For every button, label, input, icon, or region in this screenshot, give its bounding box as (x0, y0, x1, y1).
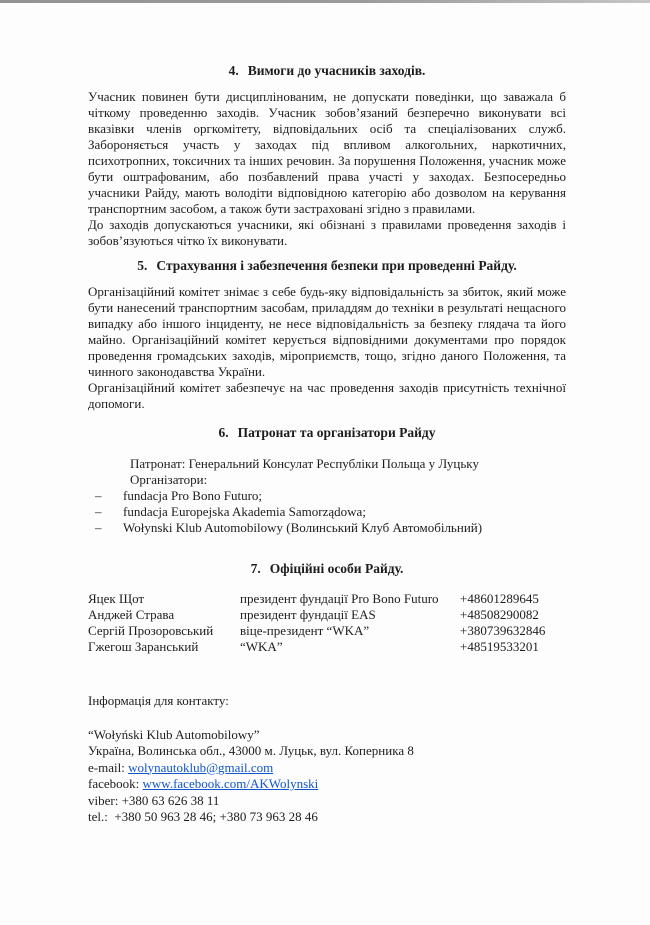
section-4-heading (88, 63, 566, 79)
official-phone: +380739632846 (460, 623, 546, 638)
contact-email-line (88, 760, 566, 777)
section-4-number: 4. (228, 63, 239, 78)
contact-company: “Wołyński Klub Automobilowy” (88, 726, 260, 742)
email-label: e-mail: (88, 759, 129, 775)
contact-facebook-line (88, 776, 566, 793)
official-role: віце-президент “WKA” (240, 623, 370, 638)
official-name: Гжегош Заранський (88, 639, 199, 654)
section-5-paragraph-1: Організаційний комітет знімає з себе будь-яку відповідальність за збиток, який може бути нанесений транспортним засобам, приладдям до техніки в результаті нещасного випадку або іншого інциденту, не несе відповідальність за безпеку глядача та його майно. Організаційний комітет керується відповідними документами про порядок проведення громадських заходів, міроприємств, тощо, згідно даного Положення, та чинного законодавства України. (88, 284, 566, 379)
document-content (0, 3, 650, 826)
official-phone: +48519533201 (460, 639, 539, 654)
section-5-title: Страхування і забезпечення безпеки при проведенні Райду. (156, 258, 517, 273)
list-dash: – (95, 488, 102, 503)
section-6-title: Патронат та організатори Райду (237, 425, 436, 440)
organizer-list-item (88, 488, 566, 504)
section-6-number: 6. (218, 425, 229, 440)
organizer-name: Wołynski Klub Automobilowy (Волинський Клуб Автомобільний) (123, 520, 483, 535)
organizer-name: fundacja Europejska Akademia Samorządowa; (123, 504, 366, 519)
section-5-number: 5. (137, 258, 148, 273)
organizer-name: fundacja Pro Bono Futuro; (123, 488, 263, 503)
list-dash: – (95, 504, 102, 519)
official-row (88, 639, 566, 655)
section-4-title: Вимоги до учасників заходів. (247, 63, 426, 78)
organizers-label: Організатори: (130, 472, 208, 487)
contact-heading: Інформація для контакту: (88, 693, 229, 708)
official-role: президент фундації Pro Bono Futuro (240, 591, 439, 606)
contact-tel: tel.: +380 50 963 28 46; +380 73 963 28 46 (88, 809, 318, 824)
official-name: Сергій Прозоровський (88, 623, 214, 638)
facebook-label: facebook: (88, 776, 143, 791)
section-5-heading (88, 258, 566, 274)
organizer-list-item (88, 504, 566, 520)
section-4-paragraph-1: Учасник повинен бути дисциплінованим, не допускати поведінки, що заважала б чіткому проведенню заходів. Учасник зобов’язаний безперечно виконувати всі вказівки членів оргкомітету, відповідальних осіб та спеціалізованих служб. Забороняється участь у заходах під впливом алкогольних, наркотичних, психотропних, токсичних та інших речовин. За порушення Положення, учасник може бути оштрафованим, або позбавлений права участі у заходах. Безпосередньо учасники Райду, мають володіти відповідною категорію або дозволом на керування транспортним засобом, а також бути застраховані згідно з правилами. (88, 89, 566, 216)
officials-table (88, 591, 566, 655)
organizer-list-item (88, 520, 566, 536)
contact-address: Україна, Волинська обл., 43000 м. Луцьк, вул. Коперника 8 (88, 743, 414, 758)
section-6-heading (88, 425, 566, 441)
facebook-link[interactable]: www.facebook.com/AKWolynski (142, 776, 319, 791)
official-name: Яцек Щот (88, 591, 145, 606)
official-role: президент фундації EAS (240, 607, 376, 622)
official-role: “WKA” (240, 639, 283, 654)
section-7-title: Офіційні особи Райду. (269, 561, 404, 576)
section-7-number: 7. (250, 561, 261, 576)
contact-block (88, 693, 566, 826)
email-link[interactable]: wolynautoklub@gmail.com (128, 759, 274, 775)
official-name: Анджей Страва (88, 607, 175, 622)
official-row (88, 623, 566, 639)
official-row (88, 591, 566, 607)
list-dash: – (95, 520, 102, 535)
section-7-heading (88, 561, 566, 577)
official-row (88, 607, 566, 623)
patronat-line: Патронат: Генеральний Консулат Республіки Польща у Луцьку (130, 456, 479, 471)
official-phone: +48508290082 (460, 607, 539, 622)
section-5-paragraph-2: Організаційний комітет забезпечує на час проведення заходів присутність технічної допомоги. (88, 380, 566, 411)
contact-viber: viber: +380 63 626 38 11 (88, 792, 220, 808)
official-phone: +48601289645 (460, 591, 539, 606)
section-4-paragraph-2: До заходів допускаються учасники, які обізнані з правилами проведення заходів і зобов’язуються чітко їх виконувати. (88, 217, 566, 248)
